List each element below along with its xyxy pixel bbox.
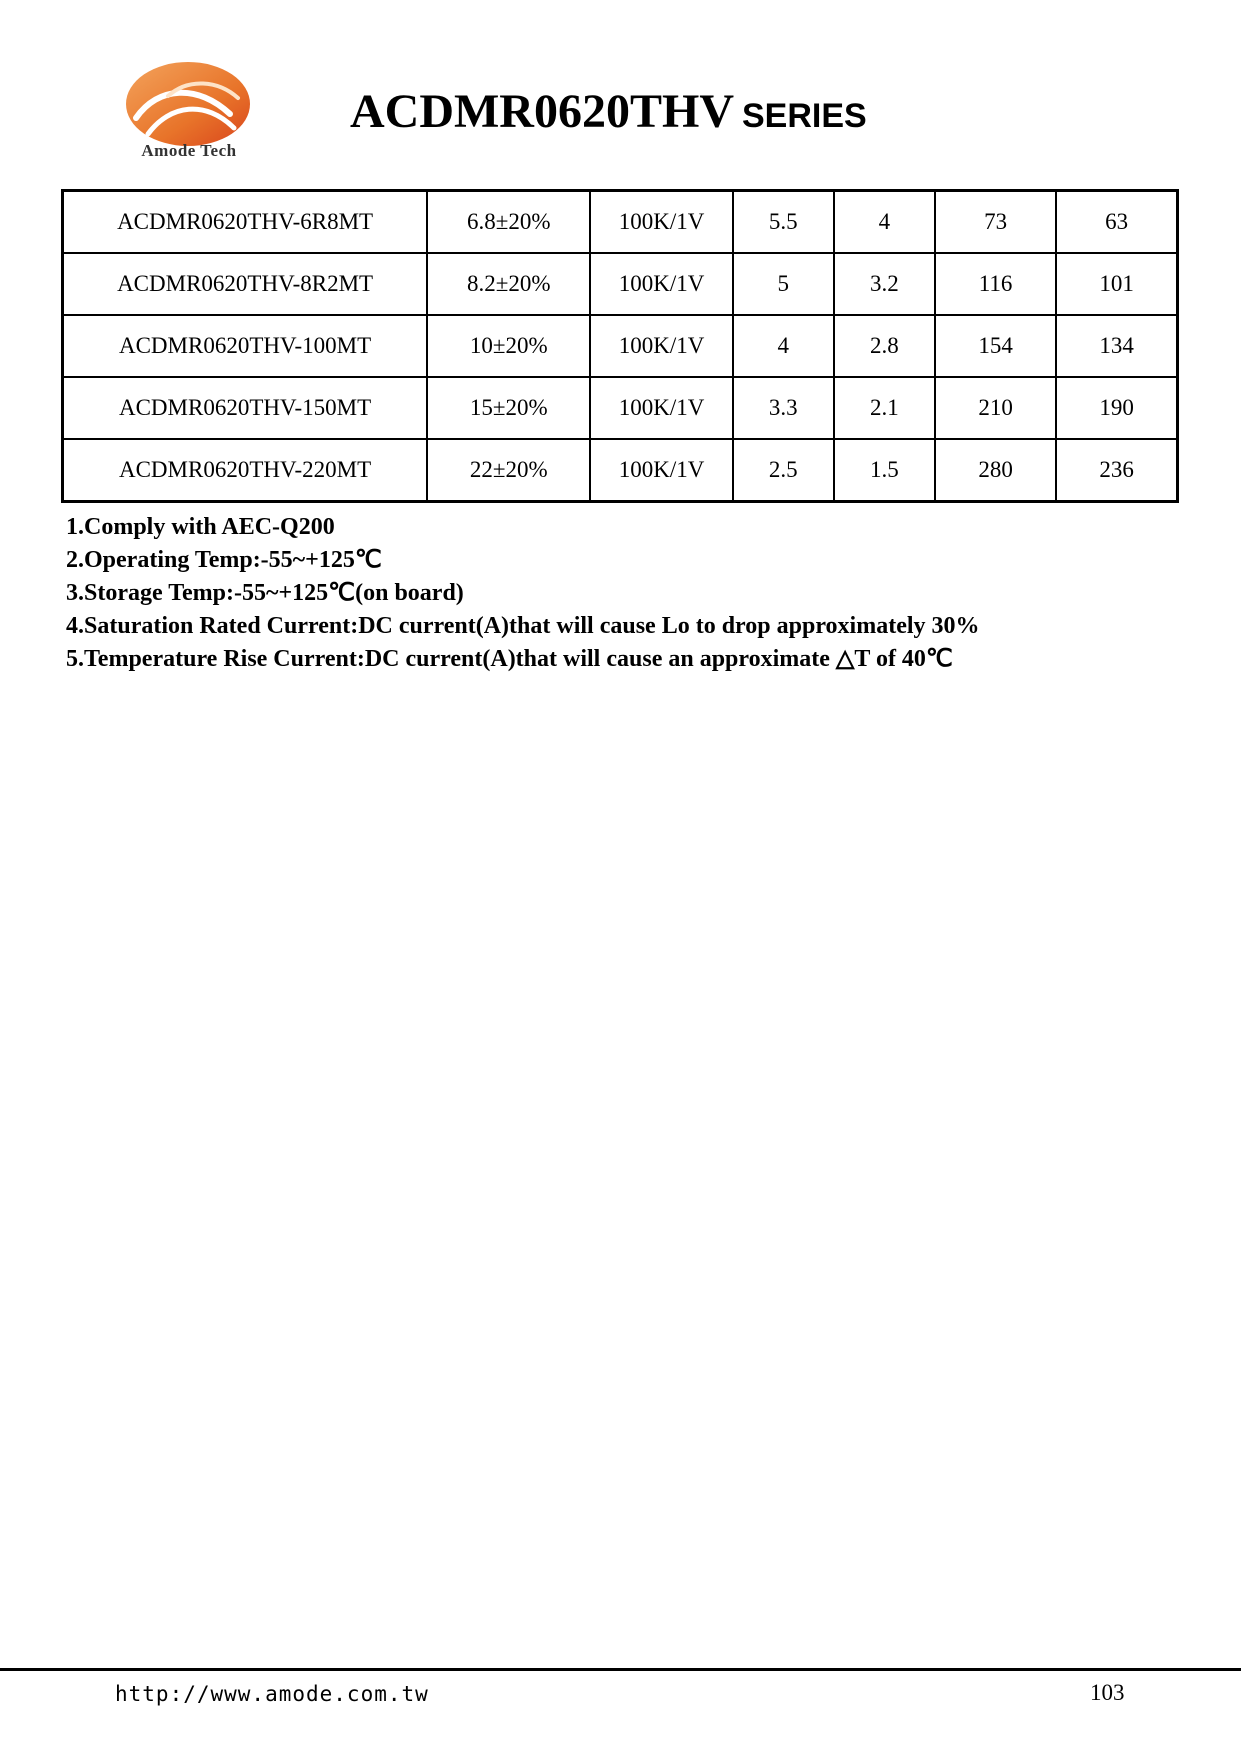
series-suffix: SERIES	[741, 97, 867, 135]
table-cell: 154	[935, 315, 1056, 377]
table-row	[63, 315, 1178, 377]
part-number-cell: ACDMR0620THV-100MT	[63, 315, 428, 377]
test-freq-cell: 100K/1V	[590, 315, 732, 377]
note-item: 1.Comply with AEC-Q200	[66, 514, 335, 540]
test-freq-cell: 100K/1V	[590, 253, 732, 315]
page-number: 103	[1090, 1680, 1125, 1705]
table-cell: 280	[935, 439, 1056, 502]
inductance-cell: 8.2±20%	[427, 253, 590, 315]
table-cell: 101	[1056, 253, 1177, 315]
test-freq-cell: 100K/1V	[590, 377, 732, 439]
table-cell: 116	[935, 253, 1056, 315]
part-number-cell: ACDMR0620THV-8R2MT	[63, 253, 428, 315]
note-item: 3.Storage Temp:-55~+125℃(on board)	[66, 580, 464, 606]
table-row	[63, 253, 1178, 315]
footer-url-link[interactable]: http://www.amode.com.tw	[115, 1682, 429, 1706]
table-cell: 3.2	[834, 253, 935, 315]
footer-divider	[0, 1668, 1241, 1671]
table-cell: 1.5	[834, 439, 935, 502]
part-number-cell: ACDMR0620THV-220MT	[63, 439, 428, 502]
note-item: 2.Operating Temp:-55~+125℃	[66, 547, 382, 573]
table-cell: 2.5	[733, 439, 834, 502]
table-cell: 210	[935, 377, 1056, 439]
logo-text: Amode Tech	[141, 141, 237, 160]
inductance-cell: 15±20%	[427, 377, 590, 439]
part-number-cell: ACDMR0620THV-6R8MT	[63, 191, 428, 254]
inductance-cell: 6.8±20%	[427, 191, 590, 254]
table-cell: 5.5	[733, 191, 834, 254]
notes-list	[66, 511, 980, 676]
table-row	[63, 377, 1178, 439]
note-item: 4.Saturation Rated Current:DC current(A)that will cause Lo to drop approximately 30%	[66, 613, 980, 639]
table-cell: 5	[733, 253, 834, 315]
part-number-cell: ACDMR0620THV-150MT	[63, 377, 428, 439]
test-freq-cell: 100K/1V	[590, 191, 732, 254]
series-title: ACDMR0620THV	[350, 85, 734, 138]
table-cell: 3.3	[733, 377, 834, 439]
page-title	[350, 84, 867, 139]
table-cell: 73	[935, 191, 1056, 254]
table-cell: 4	[733, 315, 834, 377]
logo-swoosh-icon	[118, 56, 258, 146]
table-cell: 190	[1056, 377, 1177, 439]
spec-table	[61, 189, 1179, 503]
inductance-cell: 10±20%	[427, 315, 590, 377]
table-cell: 236	[1056, 439, 1177, 502]
table-cell: 134	[1056, 315, 1177, 377]
test-freq-cell: 100K/1V	[590, 439, 732, 502]
note-item: 5.Temperature Rise Current:DC current(A)that will cause an approximate △T of 40℃	[66, 646, 953, 672]
table-cell: 2.8	[834, 315, 935, 377]
table-cell: 63	[1056, 191, 1177, 254]
inductance-cell: 22±20%	[427, 439, 590, 502]
table-row	[63, 439, 1178, 502]
table-row	[63, 191, 1178, 254]
table-cell: 2.1	[834, 377, 935, 439]
table-cell: 4	[834, 191, 935, 254]
company-logo	[118, 56, 258, 166]
